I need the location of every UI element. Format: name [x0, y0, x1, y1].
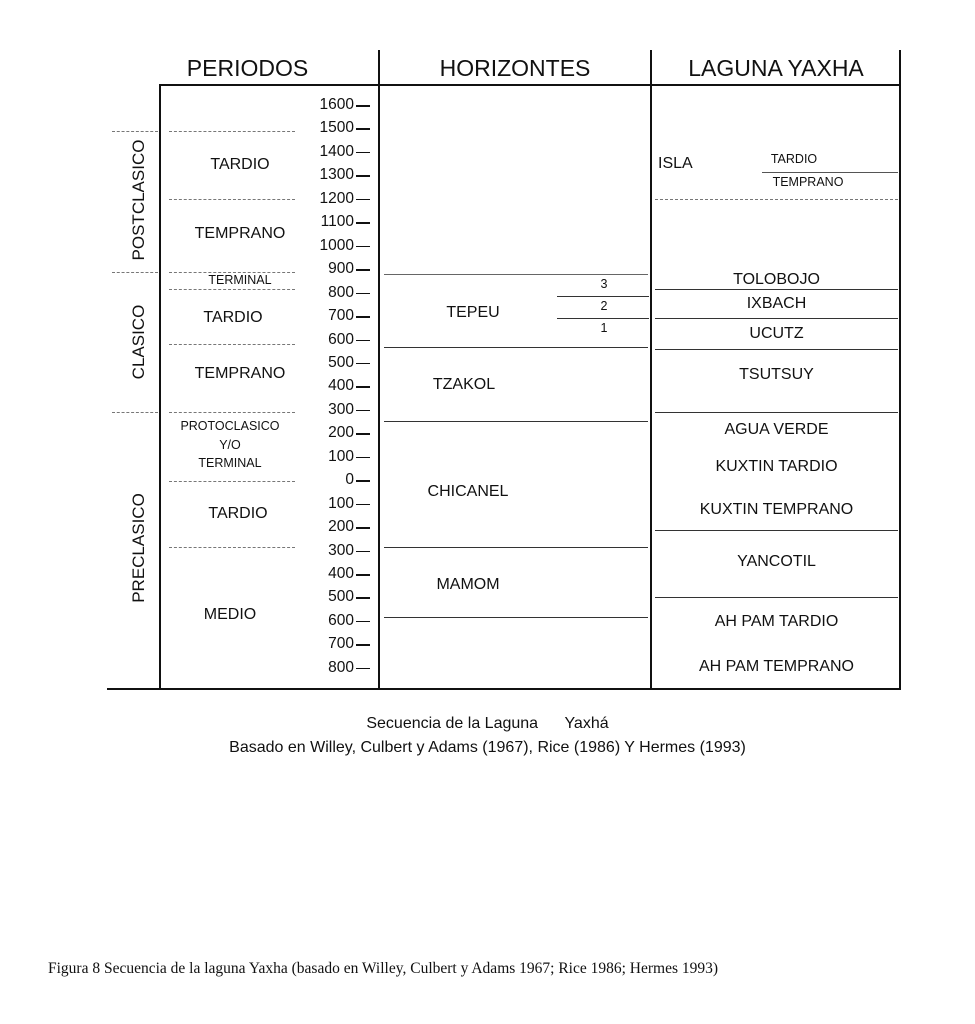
year-tick	[356, 269, 370, 271]
year-tick	[356, 199, 370, 201]
period-separator	[169, 547, 295, 548]
era-clasico: CLASICO	[129, 304, 148, 380]
year-label: 100	[328, 494, 354, 512]
period-post-tardio: TARDIO	[210, 156, 270, 173]
era-column-border	[159, 84, 161, 690]
laguna-ah-pam-temprano: AH PAM TEMPRANO	[699, 658, 854, 675]
year-label: 1600	[319, 96, 354, 113]
laguna-separator	[655, 530, 898, 531]
horizon-separator	[384, 547, 648, 548]
year-tick	[356, 574, 370, 576]
table-bottom-border	[107, 688, 901, 690]
year-tick	[356, 457, 370, 459]
period-post-temprano: TEMPRANO	[194, 225, 286, 242]
year-tick	[356, 621, 370, 623]
laguna-tsutsuy: TSUTSUY	[739, 366, 814, 383]
year-tick	[356, 480, 370, 482]
year-label: 600	[328, 330, 354, 348]
year-tick	[356, 175, 370, 177]
period-clasico-tardio: TARDIO	[203, 309, 263, 326]
figure-source: Basado en Willey, Culbert y Adams (1967), Rice (1986) Y Hermes (1993)	[229, 739, 746, 756]
laguna-agua-verde: AGUA VERDE	[724, 421, 829, 438]
horizon-separator	[384, 617, 648, 618]
laguna-separator	[762, 172, 898, 173]
year-tick	[356, 128, 370, 130]
year-label: 100	[328, 447, 354, 465]
laguna-separator	[655, 349, 898, 350]
year-label: 300	[328, 541, 354, 559]
laguna-separator	[655, 289, 898, 290]
year-label: 1200	[319, 189, 354, 207]
year-tick	[356, 551, 370, 553]
laguna-isla-temprano: TEMPRANO	[772, 175, 844, 189]
header-laguna-yaxha: LAGUNA YAXHA	[688, 55, 864, 81]
year-label: 800	[328, 283, 354, 301]
era-separator	[112, 131, 158, 132]
year-label: 200	[328, 518, 354, 536]
figure-caption: Figura 8 Secuencia de la laguna Yaxha (basado en Willey, Culbert y Adams 1967; Rice 1986; Hermes 1993)	[48, 960, 719, 977]
year-label: 1000	[319, 236, 354, 254]
year-label: 900	[328, 260, 354, 278]
column-divider-right	[650, 50, 652, 690]
period-separator	[169, 412, 295, 413]
horizon-separator	[557, 296, 649, 297]
period-preclasico-medio: MEDIO	[203, 606, 257, 623]
period-terminal: TERMINAL	[208, 273, 272, 287]
laguna-ah-pam-tardio: AH PAM TARDIO	[714, 613, 839, 630]
year-tick	[356, 105, 370, 107]
year-label: 300	[328, 400, 354, 418]
horizon-sub-3: 3	[600, 277, 608, 291]
era-postclasico: POSTCLASICO	[129, 139, 148, 261]
period-separator	[169, 199, 295, 200]
year-label: 1100	[320, 213, 354, 231]
laguna-isla-tardio: TARDIO	[770, 152, 818, 166]
header-underline	[159, 84, 901, 86]
horizon-tepeu: TEPEU	[446, 304, 500, 321]
year-tick	[356, 527, 370, 529]
year-tick	[356, 668, 370, 670]
laguna-separator	[655, 199, 898, 200]
period-separator	[169, 481, 295, 482]
year-label: 400	[328, 377, 354, 395]
horizon-separator	[384, 274, 648, 275]
year-label: 800	[328, 658, 354, 676]
year-tick	[356, 386, 370, 388]
period-separator	[169, 344, 295, 345]
period-protoclasico: PROTOCLASICO	[180, 419, 280, 433]
period-separator	[169, 289, 295, 290]
horizon-tzakol: TZAKOL	[432, 376, 496, 393]
period-preclasico-tardio: TARDIO	[208, 505, 268, 522]
year-label: 200	[328, 424, 354, 442]
horizon-separator	[384, 421, 648, 422]
year-label: 400	[328, 565, 354, 582]
horizon-sub-1: 1	[600, 321, 608, 335]
year-label: 0	[345, 471, 354, 489]
year-tick	[356, 410, 370, 412]
laguna-tolobojo: TOLOBOJO	[733, 271, 820, 288]
year-tick	[356, 246, 370, 248]
laguna-kuxtin-tardio: KUXTIN TARDIO	[715, 458, 838, 475]
year-label: 1300	[319, 166, 354, 184]
era-separator	[112, 272, 158, 273]
year-label: 700	[328, 307, 354, 325]
year-label: 500	[328, 588, 354, 606]
period-yo: Y/O	[219, 438, 241, 452]
header-horizontes: HORIZONTES	[439, 55, 591, 81]
year-label: 500	[328, 353, 354, 371]
laguna-ucutz: UCUTZ	[749, 325, 804, 342]
year-tick	[356, 644, 370, 646]
laguna-separator	[655, 412, 898, 413]
laguna-kuxtin-temprano: KUXTIN TEMPRANO	[699, 501, 854, 518]
year-tick	[356, 293, 370, 295]
period-proto-terminal: TERMINAL	[198, 456, 262, 470]
year-label: 600	[328, 611, 354, 629]
horizon-chicanel: CHICANEL	[427, 483, 509, 500]
table-right-border	[899, 50, 901, 690]
period-separator	[169, 131, 295, 132]
laguna-isla: ISLA	[658, 155, 693, 172]
year-tick	[356, 316, 370, 318]
header-periodos: PERIODOS	[186, 55, 309, 81]
period-clasico-temprano: TEMPRANO	[194, 365, 286, 382]
horizon-mamom: MAMOM	[436, 576, 500, 593]
year-tick	[356, 340, 370, 342]
year-tick	[356, 152, 370, 154]
laguna-ixbach: IXBACH	[746, 295, 807, 312]
horizon-sub-2: 2	[600, 299, 608, 313]
figure-title: Secuencia de la Laguna Yaxhá	[366, 715, 609, 732]
laguna-separator	[655, 318, 898, 319]
column-divider-left	[378, 50, 380, 690]
year-tick	[356, 363, 370, 365]
year-tick	[356, 597, 370, 599]
year-tick	[356, 222, 370, 224]
horizon-separator	[557, 318, 649, 319]
year-tick	[356, 504, 370, 506]
laguna-yancotil: YANCOTIL	[737, 553, 816, 570]
year-label: 1500	[319, 119, 354, 137]
year-label: 1400	[319, 142, 354, 160]
era-separator	[112, 412, 158, 413]
laguna-separator	[655, 597, 898, 598]
era-preclasico: PRECLASICO	[129, 493, 148, 603]
horizon-separator	[384, 347, 648, 348]
year-label: 700	[328, 635, 354, 653]
year-tick	[356, 433, 370, 435]
